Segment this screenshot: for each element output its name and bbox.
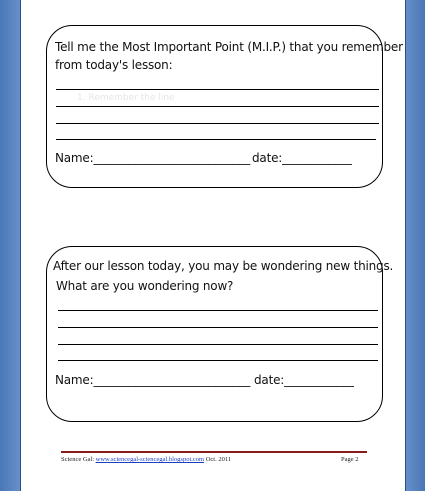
- mip-response-box: [46, 25, 403, 188]
- date-field-label: date:____________: [252, 151, 352, 165]
- mip-prompt-line1: Tell me the Most Important Point (M.I.P.) that you remember: [55, 40, 403, 54]
- wondering-prompt-line1: After our lesson today, you may be wondering new things.: [53, 259, 394, 273]
- mip-prompt-line2: from today's lesson:: [55, 58, 173, 72]
- answer-line: [56, 139, 376, 140]
- footer-credit: [61, 456, 231, 463]
- faint-text: 1. Remember the line: [77, 93, 175, 103]
- answer-line: [58, 344, 378, 345]
- page-number: Page 2: [341, 456, 359, 463]
- footer-date: Oct. 2011: [204, 456, 232, 463]
- answer-line: [58, 310, 378, 311]
- date-field-label: date:____________: [254, 373, 354, 387]
- name-field-label: Name:___________________________: [55, 151, 251, 165]
- name-field-label: Name:___________________________: [55, 373, 251, 387]
- wondering-response-box: [46, 246, 394, 422]
- answer-line: [58, 360, 378, 361]
- answer-line: [56, 123, 379, 124]
- footer-prefix: Science Gal:: [61, 456, 96, 463]
- footer-rule: [61, 451, 367, 453]
- document-page: [20, 0, 406, 491]
- wondering-prompt-line2: What are you wondering now?: [56, 279, 234, 293]
- answer-line: [58, 327, 378, 328]
- answer-line: [56, 89, 379, 90]
- answer-line: [56, 106, 379, 107]
- footer-link[interactable]: www.sciencegal-sciencegal.blogspot.com: [95, 456, 205, 463]
